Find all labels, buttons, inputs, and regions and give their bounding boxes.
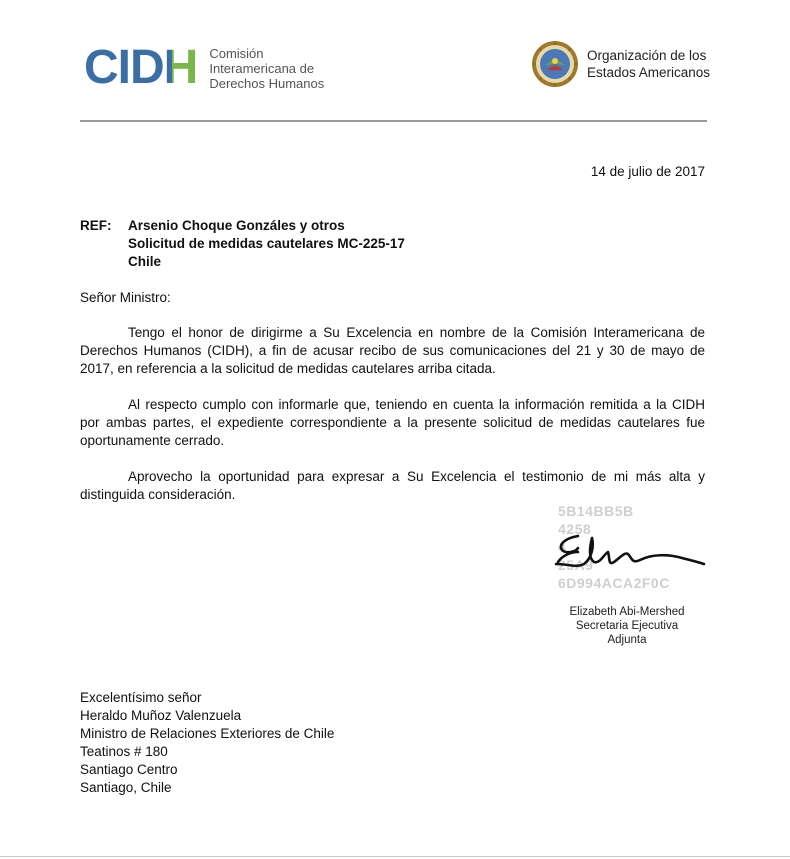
- recipient-address: [80, 689, 334, 797]
- cidh-logo-line: Derechos Humanos: [209, 75, 325, 91]
- reference-line: Solicitud de medidas cautelares MC-225-17: [128, 236, 405, 251]
- body-paragraph: Tengo el honor de dirigirme a Su Excelencia en nombre de la Comisión Interamericana de Derechos Humanos (CIDH), a fin de acusar recibo de sus comunicaciones del 21 y 30 de mayo de 2017, en referencia a la solicitud de medidas cautelares arriba citada.: [80, 325, 705, 376]
- reference-line: Chile: [128, 254, 162, 269]
- signer-name: Elizabeth Abi-Mershed: [569, 606, 685, 618]
- page-bottom-edge: [0, 856, 790, 857]
- salutation: Señor Ministro:: [80, 290, 171, 305]
- header-divider: [80, 120, 707, 122]
- oea-logo-line: Organización de los: [587, 48, 707, 63]
- signature-hash-line: 4: [558, 539, 567, 555]
- oea-logo: [531, 40, 710, 88]
- oea-logo-text: [587, 47, 710, 81]
- address-line: Santiago Centro: [80, 762, 178, 777]
- handwritten-signature: [548, 522, 708, 582]
- signature-hash-line: 25A9: [558, 557, 594, 573]
- address-line: Teatinos # 180: [80, 744, 168, 759]
- reference-lines: [128, 217, 405, 271]
- address-line: Heraldo Muñoz Valenzuela: [80, 708, 242, 723]
- cidh-logo: [84, 41, 325, 94]
- cidh-logo-line: Comisión: [209, 45, 264, 61]
- body-paragraph: Aprovecho la oportunidad para expresar a Su Excelencia el testimonio de mi más alta y distinguida consideración.: [80, 469, 705, 502]
- address-line: Excelentísimo señor: [80, 690, 202, 705]
- oea-seal-icon: [531, 40, 579, 88]
- signature-hash-line: 5B14BB5B: [558, 503, 634, 519]
- letter-date: 14 de julio de 2017: [590, 164, 705, 179]
- cidh-logo-mark: [84, 41, 198, 94]
- reference-line: Arsenio Choque Gonzáles y otros: [128, 218, 345, 233]
- address-line: Ministro de Relaciones Exteriores de Chile: [80, 726, 335, 741]
- body-paragraph: Al respecto cumplo con informarle que, teniendo en cuenta la información remitida a la CIDH por ambas partes, el expediente correspondiente a la presente solicitud de medidas cautelares fue oportunamente cerrado.: [80, 397, 705, 448]
- reference-label: REF:: [80, 218, 112, 233]
- cidh-logo-text: [209, 46, 324, 91]
- signer-title: Adjunta: [607, 634, 647, 646]
- oea-logo-line: Estados Americanos: [587, 65, 711, 80]
- signature-hash-line: 6D994ACA2F0C: [558, 575, 670, 591]
- address-line: Santiago, Chile: [80, 780, 172, 795]
- signature-hash-line: 4258: [558, 521, 592, 537]
- signer-title: Secretaria Ejecutiva: [575, 620, 679, 632]
- signer-block: [556, 605, 698, 647]
- cidh-logo-line: Interamericana de: [209, 60, 315, 76]
- cidh-logo-mark-text: CIDH: [84, 41, 198, 94]
